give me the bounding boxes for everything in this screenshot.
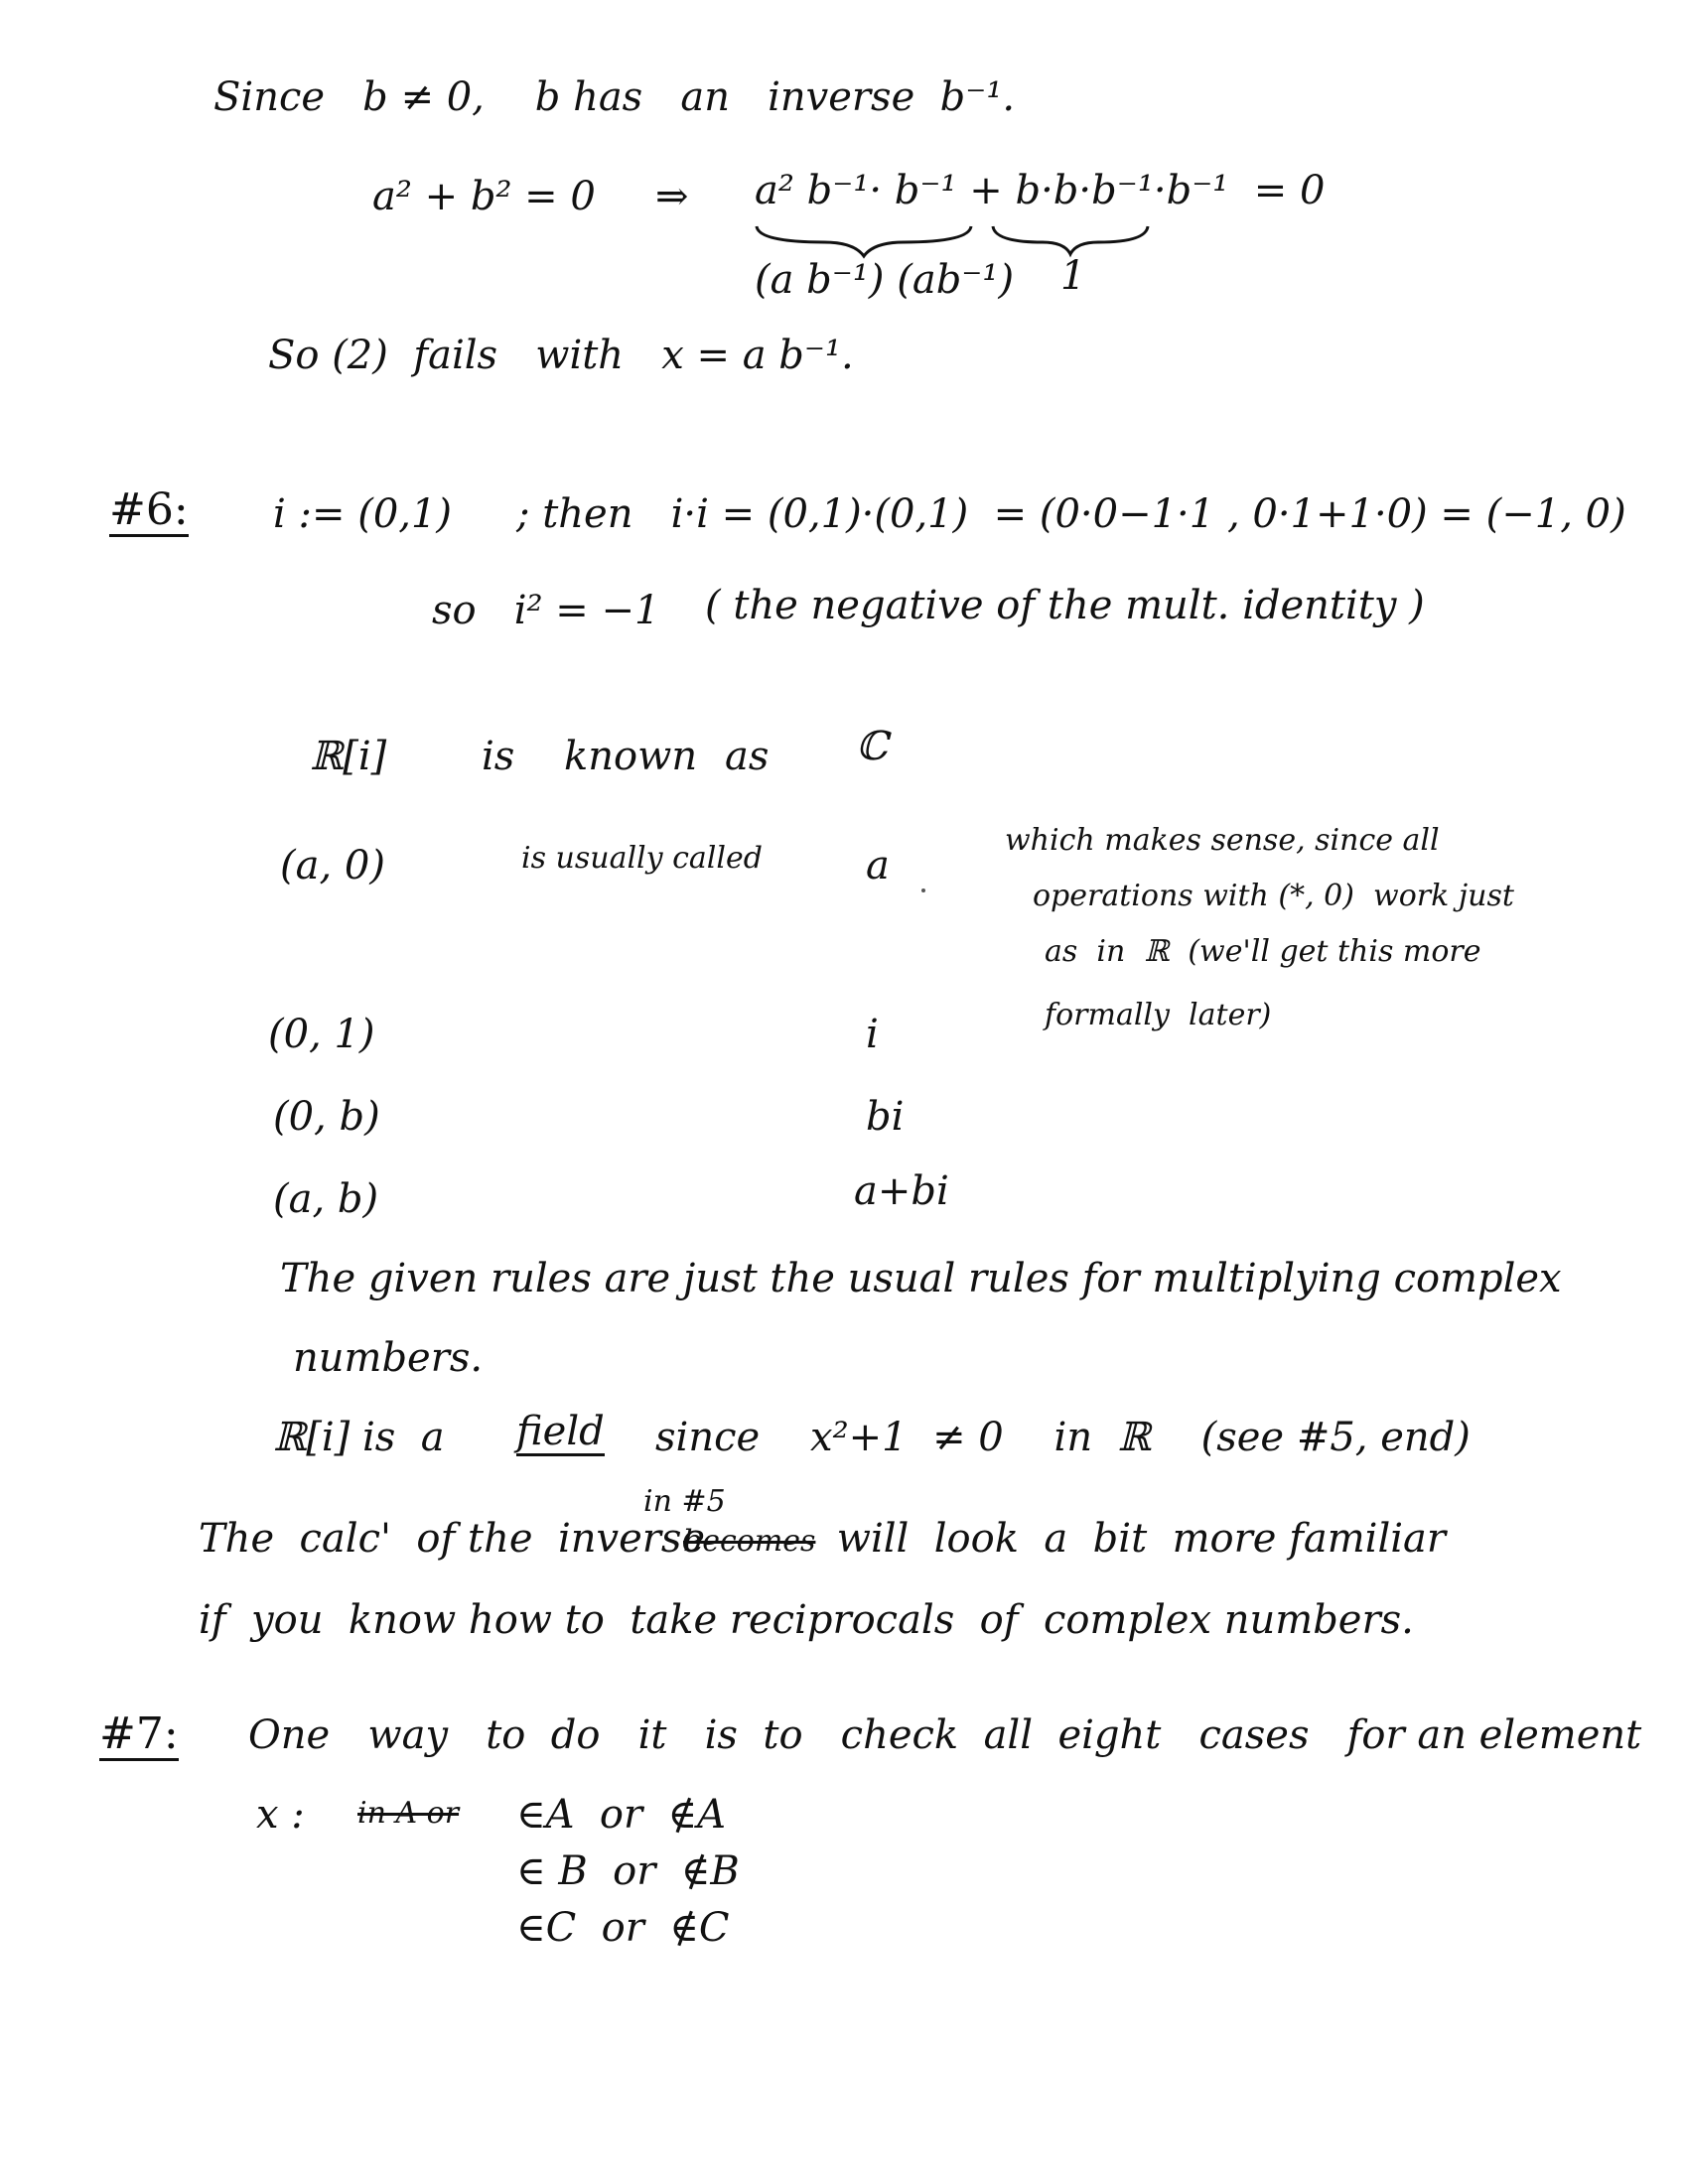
section-heading-7: #7: — [99, 1708, 179, 1759]
equation-multiplied: a² b⁻¹· b⁻¹ + b·b·b⁻¹·b⁻¹ = 0 — [755, 168, 1326, 213]
line-so-fails: So (2) fails with x = a b⁻¹. — [268, 333, 854, 378]
note-line-2: operations with (*, 0) work just — [1033, 879, 1514, 913]
name-i: i — [866, 1012, 879, 1057]
x-colon: x : — [256, 1792, 305, 1838]
case-a: ∈A or ∉A — [516, 1792, 727, 1838]
r-i-is-a: ℝ[i] is a — [273, 1415, 445, 1460]
r-i-symbol: ℝ[i] — [310, 734, 387, 779]
i-definition: i := (0,1) — [273, 491, 453, 537]
line-since-b: Since b ≠ 0, b has an inverse b⁻¹. — [213, 74, 1016, 120]
brace-one: 1 — [1060, 253, 1086, 299]
word-as: as — [725, 734, 770, 779]
complex-symbol: ℂ — [856, 724, 888, 769]
note-line-4: formally later) — [1045, 998, 1272, 1032]
word-field: field — [516, 1409, 605, 1454]
equation-sum-squares: a² + b² = 0 — [372, 174, 596, 219]
word-known: known — [564, 734, 698, 779]
word-is: is — [482, 734, 515, 779]
struck-in-a-or: in A or — [357, 1796, 460, 1831]
name-a-plus-bi: a+bi — [854, 1168, 949, 1214]
pair-0-b: (0, b) — [273, 1094, 380, 1140]
pair-a-0: (a, 0) — [280, 843, 385, 888]
calc-inverse-line-b: will look a bit more familiar — [824, 1516, 1447, 1562]
pair-0-1: (0, 1) — [268, 1012, 375, 1057]
insertion-in-5: in #5 — [643, 1484, 726, 1519]
i-squared-result: so i² = −1 — [432, 588, 660, 633]
ink-dot — [921, 888, 925, 892]
product-expression: (a b⁻¹) (ab⁻¹) — [755, 257, 1015, 303]
i-squared-note: ( the negative of the mult. identity ) — [705, 583, 1425, 628]
case-c: ∈C or ∉C — [516, 1905, 730, 1951]
is-usually-called: is usually called — [521, 841, 763, 876]
case-b: ∈ B or ∉B — [516, 1848, 740, 1894]
section-heading-6: #6: — [109, 484, 189, 535]
struck-word-becomes: becomes — [683, 1524, 816, 1559]
reciprocals-line: if you know how to take reciprocals of complex numbers. — [199, 1597, 1414, 1643]
underbraces — [755, 220, 1152, 260]
field-reason: since x²+1 ≠ 0 in ℝ (see #5, end) — [655, 1415, 1471, 1460]
name-a: a — [866, 843, 890, 888]
note-line-1: which makes sense, since all — [1005, 823, 1440, 858]
calc-inverse-line-a: The calc' of the inverse — [199, 1516, 706, 1562]
name-bi: bi — [866, 1094, 905, 1140]
i-squared-computation: ; then i·i = (0,1)·(0,1) = (0·0−1·1 , 0·1+1·0) = (−1, 0) — [516, 491, 1626, 537]
paragraph-rules-line-1: The given rules are just the usual rules for multiplying complex — [280, 1256, 1562, 1301]
one-way-line: One way to do it is to check all eight cases for an element — [248, 1712, 1642, 1758]
implies-arrow: ⇒ — [655, 174, 689, 219]
pair-a-b: (a, b) — [273, 1176, 379, 1222]
note-line-3: as in ℝ (we'll get this more — [1045, 934, 1481, 969]
paragraph-rules-line-2: numbers. — [293, 1335, 484, 1381]
